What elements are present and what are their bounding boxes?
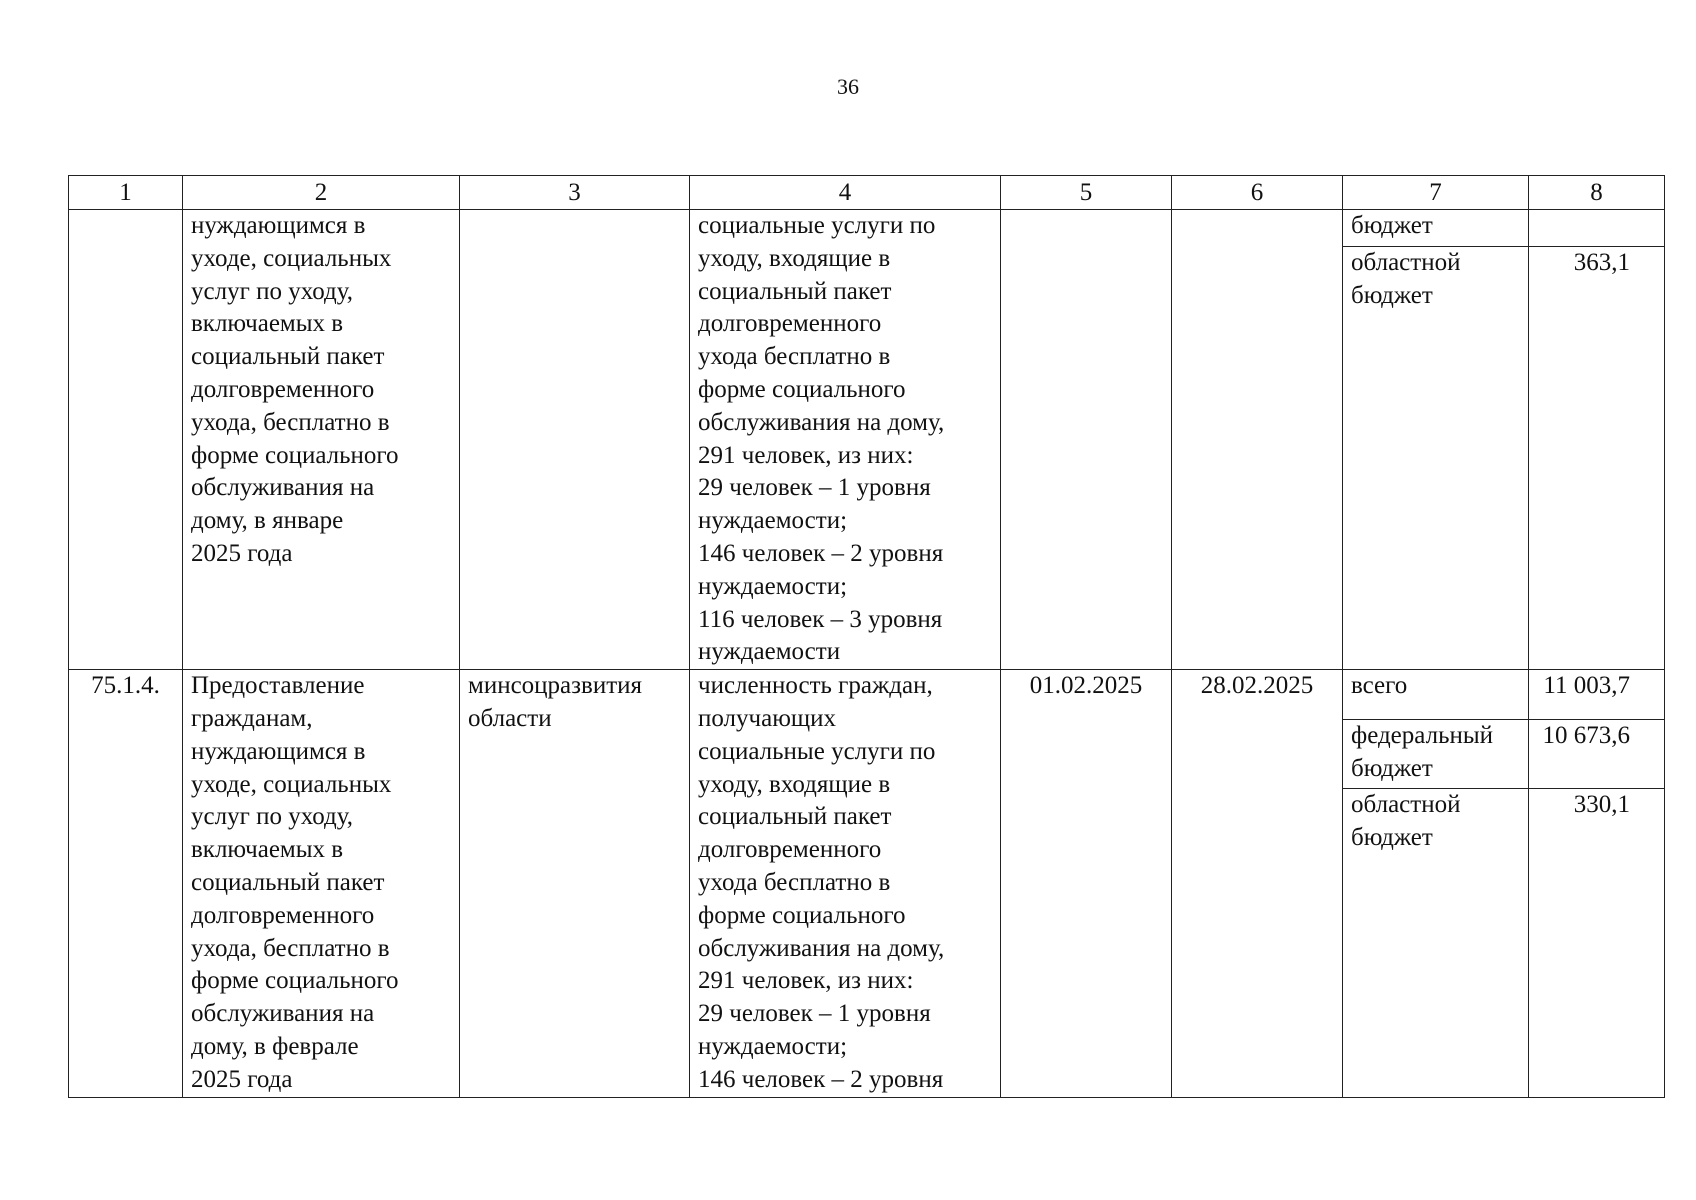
header-col-3: 3 (460, 176, 690, 210)
plan-table (68, 175, 1665, 1098)
row2-funding-amount-2-cell (1529, 788, 1665, 1097)
row2-indicator: численность граждан, получающих социальные услуги по уходу, входящие в социальный пакет долговременного ухода бесплатно в форме социального обслуживания на дому, 291 человек, из них: 29 человек – 1 уровня нуждаемости; 146 человек – 2 уровня (698, 672, 945, 1093)
row1-funding-source-1-cell (1343, 246, 1529, 669)
row1-end-date-cell (1172, 210, 1343, 670)
row2-funding-amount: 11 003,7 (1543, 672, 1630, 700)
header-row (69, 176, 1665, 210)
row1-indicator-cell (690, 210, 1001, 670)
row2-number-cell (69, 670, 183, 1097)
row2-funding-amount-0-cell (1529, 670, 1665, 720)
row2-executor-cell (460, 670, 690, 1097)
row2-number: 75.1.4. (91, 672, 160, 700)
row1-executor-cell (460, 210, 690, 670)
row2-funding-source-0-cell (1343, 670, 1529, 720)
row1-funding-amount: 363,1 (1573, 248, 1630, 276)
row1-funding-amount-0-cell (1529, 210, 1665, 247)
header-col-5: 5 (1001, 176, 1172, 210)
row2-end-date-cell (1172, 670, 1343, 1097)
header-col-6: 6 (1172, 176, 1343, 210)
row2-start-date-cell (1001, 670, 1172, 1097)
row1-funding-source: областной бюджет (1351, 248, 1461, 309)
header-col-7: 7 (1343, 176, 1529, 210)
row2-funding-amount-1-cell (1529, 720, 1665, 788)
row1-activity: нуждающимся в уходе, социальных услуг по уходу, включаемых в социальный пакет долговременного ухода, бесплатно в форме социального обслуживания на дому, в январе 2025 года (191, 212, 399, 567)
row2-funding-source: всего (1351, 672, 1408, 700)
row2-executor: минсоцразвития области (468, 672, 643, 732)
row2-funding-source-2-cell (1343, 788, 1529, 1097)
row2-funding-source: федеральный бюджет (1351, 722, 1494, 783)
row1-indicator: социальные услуги по уходу, входящие в социальный пакет долговременного ухода бесплатно в форме социального обслуживания на дому, 291 человек, из них: 29 человек – 1 уровня нуждаемости; 146 человек – 2 уровня нуждаемости; 116 человек – 3 уровня нуждаемости (698, 212, 945, 666)
row2-funding-source-1-cell (1343, 720, 1529, 788)
header-col-4: 4 (690, 176, 1001, 210)
table-row (69, 670, 1665, 720)
header-col-8: 8 (1529, 176, 1665, 210)
row2-funding-amount: 330,1 (1573, 790, 1630, 818)
row1-funding-amount-1-cell (1529, 246, 1665, 669)
row2-end-date: 28.02.2025 (1200, 672, 1314, 700)
row2-activity: Предоставление гражданам, нуждающимся в уходе, социальных услуг по уходу, включаемых в социальный пакет долговременного ухода, бесплатно в форме социального обслуживания на дому, в феврале 2025 года (191, 672, 399, 1093)
row1-funding-source: бюджет (1351, 212, 1433, 239)
table-row (69, 210, 1665, 247)
row1-funding-source-0-cell (1343, 210, 1529, 247)
row2-funding-amount: 10 673,6 (1542, 722, 1630, 750)
row2-activity-cell (183, 670, 460, 1097)
row2-start-date: 01.02.2025 (1029, 672, 1143, 700)
page-number: 36 (837, 74, 859, 99)
row1-number-cell (69, 210, 183, 670)
row2-indicator-cell (690, 670, 1001, 1097)
row2-funding-source: областной бюджет (1351, 790, 1461, 851)
header-col-2: 2 (183, 176, 460, 210)
header-col-1: 1 (69, 176, 183, 210)
row1-activity-cell (183, 210, 460, 670)
row1-start-date-cell (1001, 210, 1172, 670)
